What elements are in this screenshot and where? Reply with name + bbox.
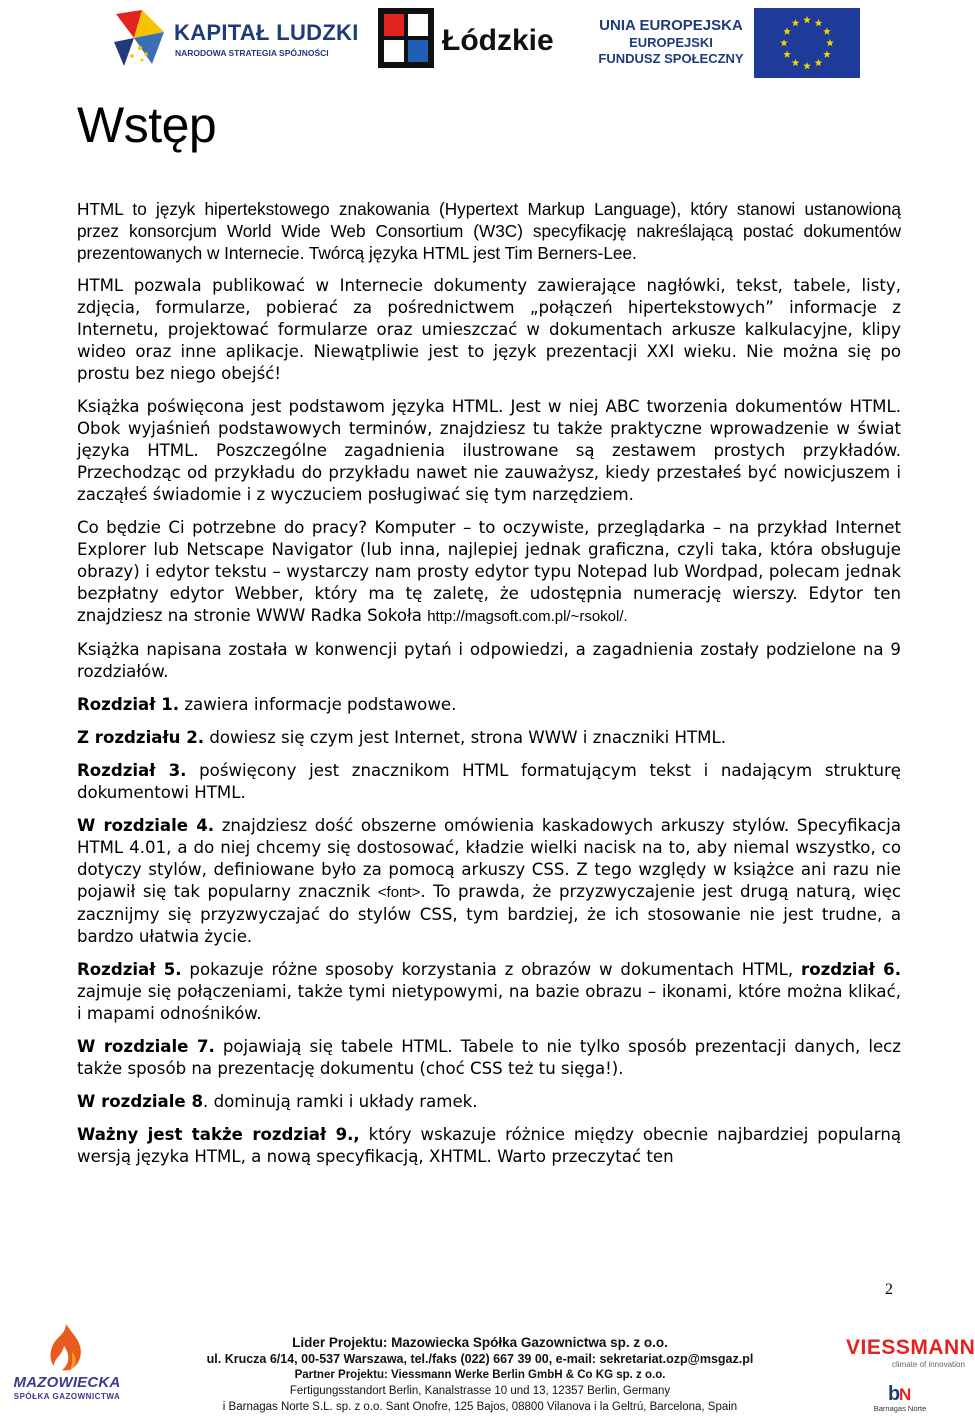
document-body xyxy=(77,198,901,1179)
chapter-4-label: W rozdziale 4. xyxy=(77,816,215,835)
chapter-4-rest: . To prawda, że przyzwyczajenie jest drugą naturą, więc zacznijmy się przyzwyczajać do stylów CSS, tym bardziej, że ich stosowanie nie jest trudne, a bardzo ułatwia życie. xyxy=(77,882,901,946)
eu-logo xyxy=(596,8,946,70)
eu-line-1: UNIA EUROPEJSKA xyxy=(599,17,743,34)
chapter-2-text: dowiesz się czym jest Internet, strona WWW i znaczniki HTML. xyxy=(204,728,726,747)
footer-partner: Partner Projektu: Viessmann Werke Berlin GmbH & Co KG sp. z o.o. xyxy=(294,1369,666,1381)
svg-text:N: N xyxy=(899,1385,912,1404)
structure-paragraph: Książka napisana została w konwencji pytań i odpowiedzi, a zagadnienia zostały podzielone na 9 rozdziałów. xyxy=(77,640,901,681)
chapter-2-paragraph xyxy=(77,727,901,749)
viessmann-logo xyxy=(846,1336,975,1372)
mazowiecka-logo xyxy=(8,1322,123,1412)
chapter-7-text: pojawiają się tabele HTML. Tabele to nie tylko sposób prezentacji danych, lecz także sposób na prezentację dokumentu (choć CSS też tu sięga!). xyxy=(77,1037,901,1078)
chapter-8-paragraph xyxy=(77,1091,901,1113)
kapital-ludzki-subtitle: NARODOWA STRATEGIA SPÓJNOŚCI xyxy=(175,48,329,58)
webber-link[interactable]: http://magsoft.com.pl/~rsokol/. xyxy=(427,608,628,625)
chapter-5-text: pokazuje różne sposoby korzystania z obrazów w dokumentach HTML, xyxy=(181,960,802,979)
lodzkie-logo xyxy=(378,8,554,70)
eu-line-3: FUNDUSZ SPOŁECZNY xyxy=(598,51,744,66)
barnagas-name: Barnagas Norte xyxy=(873,1404,927,1413)
book-scope-paragraph: Książka poświęcona jest podstawom języka HTML. Jest w niej ABC tworzenia dokumentów HTML. Obok wyjaśnień podstawowych terminów, znajdziesz tu także praktyczne wprowadzenie w świat języka HTML. Poszczególne zagadnienia ilustrowane są zestawem prostych przykładów. Przechodząc od przykładu do przykładu nawet nie zauważysz, kiedy przestałeś być nowicjuszem i zacząłeś świadomie i z wyczuciem posługiwać się tym narzędziem. xyxy=(77,397,901,504)
footer-leader-address: ul. Krucza 6/14, 00-537 Warszawa, tel./faks (022) 667 39 00, e-mail: sekretariat.ozp@msgaz.pl xyxy=(206,1352,754,1366)
chapter-6-label: rozdział 6. xyxy=(801,960,902,979)
kapital-ludzki-title: KAPITAŁ LUDZKI xyxy=(174,20,359,45)
chapter-9-text: który wskazuje różnice między obecnie najbardziej popularną wersją języka HTML, a nową specyfikacją, XHTML. Warto przeczytać ten xyxy=(77,1125,902,1166)
intro-paragraph: HTML to język hipertekstowego znakowania (Hypertext Markup Language), który stanowi ustanowioną przez konsorcjum World Wide Web Consortium (W3C) specyfikację nakreślającą postać dokumentów prezentowanych w Internecie. Twórcą języka HTML jest Tim Berners-Lee. xyxy=(77,199,901,263)
chapter-8-label: W rozdziale 8 xyxy=(77,1092,204,1111)
chapter-8-text: . dominują ramki i układy ramek. xyxy=(203,1092,478,1111)
svg-text:b: b xyxy=(888,1383,901,1405)
chapter-3-text: poświęcony jest znacznikom HTML formatującym tekst i nadającym strukturę dokumentowi HTML. xyxy=(77,761,901,802)
requirements-paragraph xyxy=(77,517,901,628)
chapter-5-6-paragraph xyxy=(77,959,901,1025)
chapter-1-paragraph xyxy=(77,694,901,716)
chapter-3-label: Rozdział 3. xyxy=(77,761,187,780)
eu-text xyxy=(596,17,746,66)
chapter-6-text: zajmuje się połączeniami, także tymi nietypowymi, na bazie obrazu – ikonami, które można klikać, i mapami odnośników. xyxy=(77,982,901,1023)
footer-project-info xyxy=(160,1334,800,1415)
eu-line-2: EUROPEJSKI xyxy=(629,35,713,50)
chapter-9-label: Ważny jest także rozdział 9., xyxy=(77,1125,360,1144)
chapter-4-paragraph xyxy=(77,815,901,948)
chapter-1-label: Rozdział 1. xyxy=(77,695,180,714)
chapter-1-text: zawiera informacje podstawowe. xyxy=(179,695,457,714)
page-number: 2 xyxy=(885,1281,893,1298)
requirements-text: Co będzie Ci potrzebne do pracy? Komputer – to oczywiste, przeglądarka – na przykład Internet Explorer lub Netscape Navigator (lub inna, najlepiej jednak graficzna, czyli taka, która obsługuje obrazy) i edytor tekstu – wystarczy nam prosty edytor typu Notepad lub Wordpad, polecam jednak bezpłatny edytor Webber, który ma tę zaletę, że udostępnia numerację wierszy. Edytor ten znajdziesz na stronie WWW Radka Sokoła xyxy=(77,518,901,625)
eu-flag-icon xyxy=(754,8,860,78)
footer-leader: Lider Projektu: Mazowiecka Spółka Gazownictwa sp. z o.o. xyxy=(292,1335,668,1350)
barnagas-emblem xyxy=(886,1380,912,1404)
chapter-7-label: W rozdziale 7. xyxy=(77,1037,215,1056)
viessmann-name: VIESSMANN xyxy=(846,1336,975,1359)
lodzkie-emblem xyxy=(378,8,434,68)
viessmann-claim: climate of innovation xyxy=(892,1360,965,1369)
chapter-9-paragraph xyxy=(77,1124,901,1168)
footer-partner-2: i Barnagas Norte S.L. sp. z o.o. Sant Onofre, 125 Bajos, 08800 Vilanova i la Geltrú, Barcelona, Spain xyxy=(222,1401,738,1413)
mazowiecka-name: MAZOWIECKA xyxy=(13,1374,121,1391)
font-tag: <font> xyxy=(377,884,421,901)
footer-partner-address: Fertigungsstandort Berlin, Kanalstrasse 10 und 13, 12357 Berlin, Germany xyxy=(289,1385,671,1397)
html-capabilities-paragraph: HTML pozwala publikować w Internecie dokumenty zawierające nagłówki, tekst, tabele, listy, zdjęcia, formularze, pobierać za pośrednictwem „połączeń hipertekstowych” informacje z Internetu, projektować formularze oraz umieszczać w dokumentach arkusze kalkulacyjne, klipy wideo oraz inne aplikacje. Niewątpliwie jest to język prezentacji XXI wieku. Nie można się po prostu bez niego obejść! xyxy=(77,276,901,383)
page-title: Wstęp xyxy=(77,97,217,153)
kapital-ludzki-logo xyxy=(112,8,359,70)
header-logos xyxy=(0,0,960,80)
mazowiecka-subtitle: SPÓŁKA GAZOWNICTWA xyxy=(13,1392,121,1401)
chapter-2-label: Z rozdziału 2. xyxy=(77,728,205,747)
chapter-7-paragraph xyxy=(77,1036,901,1080)
lodzkie-name: Łódzkie xyxy=(442,24,554,57)
chapter-3-paragraph xyxy=(77,760,901,804)
gas-flame-icon xyxy=(44,1322,88,1374)
footer xyxy=(0,1318,975,1420)
kapital-ludzki-emblem xyxy=(112,8,168,70)
chapter-5-label: Rozdział 5. xyxy=(77,960,182,979)
barnagas-logo xyxy=(870,1380,930,1420)
chapter-4-text: znajdziesz dość obszerne omówienia kaskadowych arkuszy stylów. Specyfikacja HTML 4.01, a do niej chcemy się dostosować, kładzie wielki nacisk na to, aby niemal wszystko, co dotyczy stylów, definiowane było za pomocą arkuszy CSS. Z tego względy w książce ani razu nie pojawił się tak popularny znacznik xyxy=(77,816,901,901)
